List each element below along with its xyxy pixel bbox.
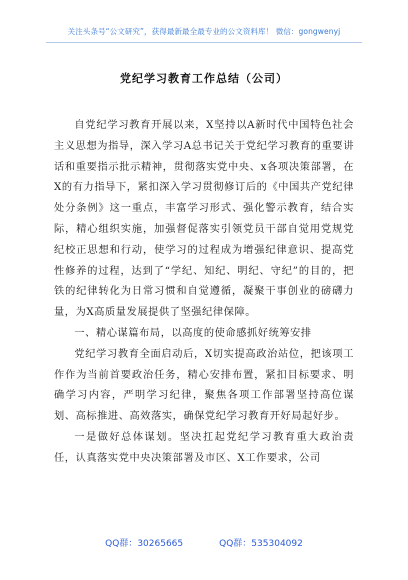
footer-qq-group-1: QQ群：30265665	[105, 539, 184, 549]
header-banner: 关注头条号“公文研究”，获得最新最全最专业的公文资料库！ 微信：gongwenyj	[67, 27, 341, 36]
footer-qq-group-2: QQ群：535304092	[219, 539, 303, 549]
paragraph-intro: 自党纪学习教育开展以来，X坚持以A新时代中国特色社会主义思想为指导，深入学习A总书记关于党纪学习教育的重要讲话和重要指示批示精神，贯彻落实党中央、x各项决策部署，在X的有力指导下，紧扣深入学习贯彻修订后的《中国共产党纪律处分条例》这一重点，丰富学习形式、强化警示教育，结合实际，精心组织实施，加强督促落实引领党员干部自觉用党规党纪校正思想和行动，使学习的过程成为增强纪律意识、提高党性修养的过程，达到了“学纪、知纪、明纪、守纪”的目的，把铁的纪律转化为日常习惯和自觉遵循，凝聚干事创业的磅礴力量，为X高质量发展提供了坚强纪律保障。	[54, 120, 354, 319]
header-divider	[46, 42, 362, 43]
section-heading: 一、精心谋篇布局，以高度的使命感抓好统筹安排	[74, 327, 312, 339]
document-body	[54, 116, 354, 470]
footer-contacts	[0, 536, 408, 549]
paragraph-section-1: 党纪学习教育全面启动后，X切实提高政治站位，把该项工作作为当前首要政治任务，精心安排布置，紧扣目标要求、明确学习内容，严明学习纪律，聚焦各项工作部署坚持高位谋划、高标推进、高效落实，确保党纪学习教育开好局起好步。	[54, 348, 354, 423]
paragraph-point-1: 一是做好总体谋划。坚决扛起党纪学习教育重大政治责任，认真落实党中央决策部署及市区、X工作要求，公司	[54, 431, 354, 464]
document-title: 党纪学习教育工作总结（公司）	[120, 72, 288, 85]
